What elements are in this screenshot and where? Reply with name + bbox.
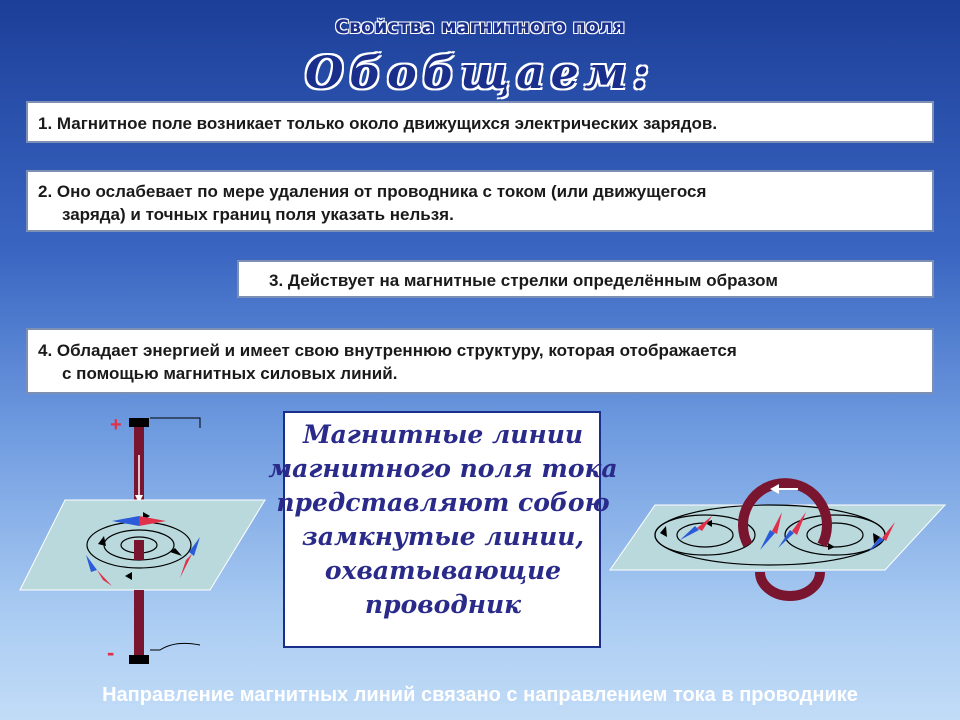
conductor-lower	[134, 590, 144, 655]
plus-label: +	[110, 414, 122, 436]
fact-4-text-line2: с помощью магнитных силовых линий.	[62, 364, 398, 383]
callout-line-4: замкнутые линии,	[301, 522, 585, 551]
fact-2-text-line2: заряда) и точных границ поля указать нельзя.	[62, 205, 454, 224]
coil-conductor-diagram	[610, 483, 945, 596]
callout-line-5: охватывающие	[324, 556, 562, 585]
callout-line-1: Магнитные линии	[302, 420, 584, 449]
minus-label: -	[107, 640, 115, 665]
field-plane-right	[610, 505, 945, 570]
fact-4-text-line1: 4. Обладает энергией и имеет свою внутреннюю структуру, которая отображается	[38, 341, 737, 360]
slide-title: Обобщаем:	[305, 48, 655, 99]
fact-1-text: 1. Магнитное поле возникает только около движущихся электрических зарядов.	[38, 114, 718, 133]
callout-line-3: представляют собою	[276, 488, 610, 517]
callout-line-6: проводник	[364, 590, 522, 619]
fact-3-text: 3. Действует на магнитные стрелки определённым образом	[269, 271, 778, 290]
callout-text	[263, 418, 623, 622]
slide-subtitle: Свойства магнитного поля	[335, 16, 625, 38]
straight-conductor-diagram	[20, 414, 265, 665]
fact-2-text-line1: 2. Оно ослабевает по мере удаления от проводника с током (или движущегося	[38, 182, 707, 201]
footer-caption: Направление магнитных линий связано с направлением тока в проводнике	[102, 684, 858, 706]
callout-line-2: магнитного поля тока	[268, 454, 618, 483]
